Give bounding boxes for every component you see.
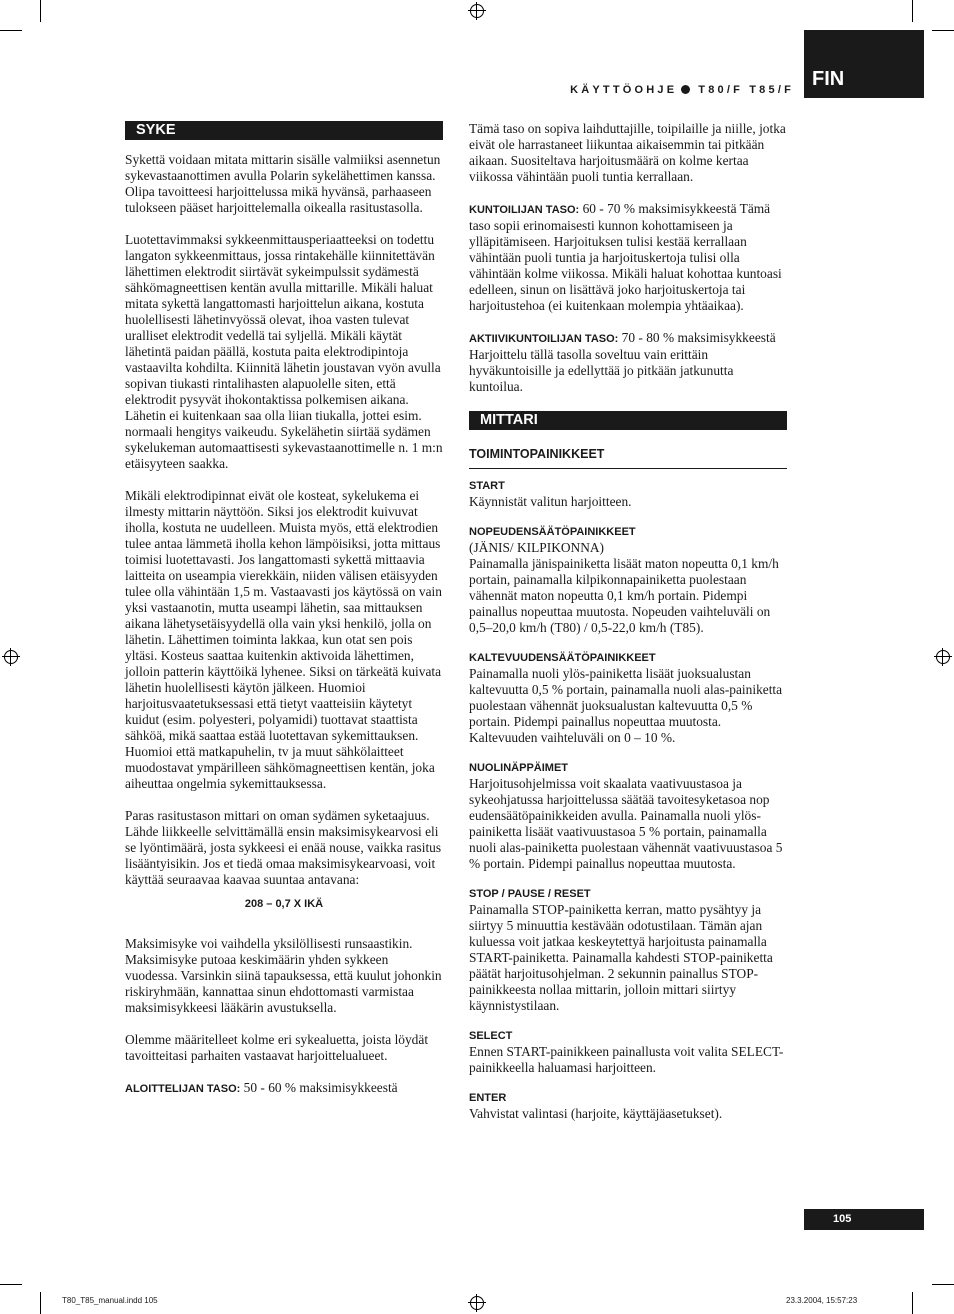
level-beginner-text: 50 - 60 % maksimisykkeestä — [240, 1080, 398, 1095]
button-description-text: Painamalla jänispainiketta lisäät maton nopeutta 0,1 km/h portain, painamalla kilpikonnapainiketta puolestaan vähennät maton nopeutta 0,1 km/h portain. Pidempi painallus nopeuttaa muutosta. Nopeuden vaihteluväli on 0,5–20,0 km/h (T80) / 0,5-22,0 km/h (T85). — [469, 556, 779, 635]
crop-mark — [912, 0, 913, 22]
footer-timestamp: 23.3.2004, 15:57:23 — [786, 1296, 858, 1305]
header-model: T80/F T85/F — [698, 84, 794, 96]
language-tab — [804, 30, 924, 98]
paragraph: Olemme määritelleet kolme eri sykealuetta, joista löydät tavoitteitasi parhaiten vastaavat harjoittelualueet. — [125, 1032, 429, 1063]
paragraph: Sykettä voidaan mitata mittarin sisälle valmiiksi asennetun sykevastaanottimen avulla Polarin sykelähettimen kanssa. Olipa tavoitteesi harjoittelussa mikä hyvänsä, parhaaseen tulokseen pääset harjoittelemalla oikealla rasitustasolla. — [125, 152, 441, 215]
paragraph: Mikäli elektrodipinnat eivät ole kosteat, sykelukema ei ilmesty mittarin näyttöön. Siksi jos elektrodit kuivuvat iholla, kostuta ne uudelleen. Muista myös, että elektrodien tulee antaa lämmetä iholla kehon lämpöisiksi, jotta mittaus toimisi luotettavasti. Jos langattomasti sykettä mittaavia laitteita on useampia vierekkäin, niiden välisen etäisyyden tulee olla vähintään 1,5 m. Vastaavasti jos käytössä on vain yksi vastaanotin, mutta useampi lähetin, saa mittauksen aikana lähetysetäisyydellä olla vain yksi henkilö, jolla on lähetin. Lähettimen toiminta lakkaa, kun otat sen pois yltäsi. Kosteus saattaa kuitenkin aktivoida lähettimen, jolloin patterin käyttöikä lyhenee. Siksi on tärkeätä kuivata lähetin huolellisesti käytön jälkeen. Huomioi harjoitusvaatetuksessasi että tietyt vaatteisiin käytetyt kuidut (esim. polyesteri, polyamidi) tuottavat staattista sähköä, mikä saattaa estää luotettavan sykemittauksen. Huomioi että matkapuhelin, tv ja muut sähkölaitteet muodostavat ympärilleen sähkömagneettisen kentän, joka aiheuttaa ongelmia sykemittauksessa. — [125, 488, 442, 791]
button-description — [469, 1028, 787, 1076]
button-name: ENTER — [469, 1092, 507, 1104]
button-name: SELECT — [469, 1030, 513, 1042]
button-description-text: Käynnistät valitun harjoitteen. — [469, 494, 632, 509]
bullet-dot-icon — [681, 85, 690, 94]
level-active-text: 70 - 80 % maksimisykkeestä Harjoittelu tällä tasolla soveltuu vain erittäin hyväkuntoisille ja edellyttää jo pitkään jatkunutta kuntoilua. — [469, 330, 776, 394]
crop-mark — [40, 0, 41, 22]
button-name: NUOLINÄPPÄIMET — [469, 762, 568, 774]
level-beginner-label: ALOITTELIJAN TASO: — [125, 1083, 241, 1095]
level-fitness — [469, 201, 787, 314]
crop-mark — [40, 1292, 41, 1314]
button-description-text: Painamalla nuoli ylös-painiketta lisäät juoksualustan kaltevuutta 0,5 % portain, painamalla nuoli alas-painiketta puolestaan vähennät juoksualustan kaltevuutta 0,5 % portain. Pidempi painallus nopeuttaa muutosta. Kaltevuuden vaihteluväli on 0 – 10 %. — [469, 666, 783, 745]
button-description-text: Harjoitusohjelmissa voit skaalata vaativuustasoa ja sykeohjatussa harjoittelussa säätää tavoitesyketasoa nop eudensäätöpainikkeiden avulla. Painamalla nuoli ylös-painiketta lisäät vaativuustasoa 5 % portain, painamalla nuoli alas-painiketta puolestaan vähennät vaativuustasoa 5 % portain. Pidempi painallus nopeuttaa muutosta. — [469, 776, 783, 871]
button-description — [469, 886, 787, 1014]
crop-mark — [912, 1292, 913, 1314]
button-description-text: Vahvistat valintasi (harjoite, käyttäjäasetukset). — [469, 1106, 723, 1121]
button-description — [469, 650, 787, 746]
button-name-suffix: (JÄNIS/ KILPIKONNA) — [469, 540, 605, 555]
subheading-function-buttons: TOIMINTOPAINIKKEET — [469, 446, 787, 469]
button-name: NOPEUDENSÄÄTÖPAINIKKEET — [469, 526, 636, 538]
registration-mark-icon — [470, 1296, 484, 1310]
button-name: START — [469, 480, 505, 492]
level-fitness-label: KUNTOILIJAN TASO: — [469, 204, 580, 216]
paragraph: Maksimisyke voi vaihdella yksilöllisesti runsaastikin. Maksimisyke putoaa keskimäärin yhden sykkeen vuodessa. Varsinkin siinä tapauksessa, että kuulut johonkin riskiryhmään, kannattaa sinun ehdottomasti varmistaa maksimisykkeesi lääkärin avustuksella. — [125, 936, 442, 1015]
section-title-syke: SYKE — [125, 121, 443, 140]
page-number: 105 — [804, 1209, 924, 1230]
registration-mark-icon — [4, 650, 18, 664]
button-name: STOP / PAUSE / RESET — [469, 888, 591, 900]
paragraph: Luotettavimmaksi sykkeenmittausperiaatteeksi on todettu langaton sykkeenmittaus, jossa rintakehälle kiinnitettävän lähettimen elektrodit siirtävät sykeimpulssit sydämestä sähkömagneettisen kentän avulla mittarille. Mikäli haluat mitata sykettä langattomasti harjoittelun aikana, kostuta huolellisesti lähetinvyössä olevat, ihoa vasten tulevat uralliset elektrodit vedellä tai syljellä. Mikäli käytät lähetintä paidan päällä, kostuta paita elektrodipintoja vastaavilta kohdilta. Kiinnitä lähetin joustavan vyön avulla sopivan tiukasti rintalihasten alapuolelle siten, että elektrodit pysyvät ihokontaktissa polkemisen aikana. Lähetin ei kuitenkaan saa olla liian tiukalla, jottei esim. normaali hengitys vaikeudu. Sykelähetin siirtää sydämen sykelukeman automaattisesti sykevastaanottimelle n. 1 m:n etäisyyteen saakka. — [125, 232, 443, 471]
level-active-label: AKTIIVIKUNTOILIJAN TASO: — [469, 333, 619, 345]
button-description — [469, 524, 787, 636]
button-description — [469, 1090, 787, 1122]
section-title-mittari: MITTARI — [469, 411, 787, 430]
paragraph: Tämä taso on sopiva laihduttajille, toipilaille ja niille, jotka eivät ole harrastaneet liikuntaa aikaisemmin tai pitkään aikaan. Suositeltava harjoitusmäärä on kolme kertaa viikossa vähintään puoli tuntia kerrallaan. — [469, 121, 786, 184]
registration-mark-icon — [936, 650, 950, 664]
left-column — [125, 121, 443, 1097]
button-description-text: Ennen START-painikkeen painallusta voit valita SELECT-painikkeella haluamasi harjoitteen. — [469, 1044, 784, 1075]
paragraph: Paras rasitustason mittari on oman sydämen syketaajuus. Lähde liikkeelle selvittämällä ensin maksimisykearvosi eli se lyöntimäärä, josta sykkeesi ei enää nouse, vaikka rasitus lisääntyisikin. Jos et tiedä omaa maksimisykearvoasi, voit käyttää seuraavaa kaavaa suuntaa antavana: — [125, 808, 442, 887]
max-heart-rate-formula: 208 – 0,7 X IKÄ — [244, 898, 324, 910]
level-active — [469, 330, 787, 395]
crop-mark — [0, 1284, 22, 1285]
level-beginner — [125, 1080, 443, 1097]
running-header — [570, 84, 794, 96]
button-name: KALTEVUUDENSÄÄTÖPAINIKKEET — [469, 652, 656, 664]
crop-mark — [0, 30, 22, 31]
crop-mark — [932, 30, 954, 31]
button-description — [469, 478, 787, 510]
button-description — [469, 760, 787, 872]
header-manual-title: KÄYTTÖOHJE — [570, 84, 678, 96]
registration-mark-icon — [470, 4, 484, 18]
button-description-text: Painamalla STOP-painiketta kerran, matto pysähtyy ja siirtyy 5 minuuttia kestävään odotustilaan. Tämän ajan kuluessa voit jatkaa keskeytettyä harjoitusta painamalla START-painiketta. Painamalla kahdesti STOP-painiketta päätät harjoitusohjelman. 2 sekunnin painallus STOP-painikkeesta nollaa mittarin, jolloin mittari siirtyy käynnistystilaan. — [469, 902, 773, 1013]
crop-mark — [932, 1284, 954, 1285]
level-fitness-text: 60 - 70 % maksimisykkeestä Tämä taso sopii erinomaisesti kunnon kohottamiseen ja ylläpitämiseen. Harjoituksen tulisi kestää kerrallaan vähintään puoli tuntia ja harjoituskertoja tulisi olla vähintään kolme viikossa. Mikäli haluat kohottaa kuntoasi edelleen, sinun on lisättävä joko harjoituskertoja tai harjoitustehoa (ei kuitenkaan molempia yhtäaikaa). — [469, 201, 782, 313]
language-tab-label: FIN — [812, 68, 845, 90]
right-column — [469, 121, 787, 1136]
footer-file-name: T80_T85_manual.indd 105 — [62, 1296, 158, 1305]
